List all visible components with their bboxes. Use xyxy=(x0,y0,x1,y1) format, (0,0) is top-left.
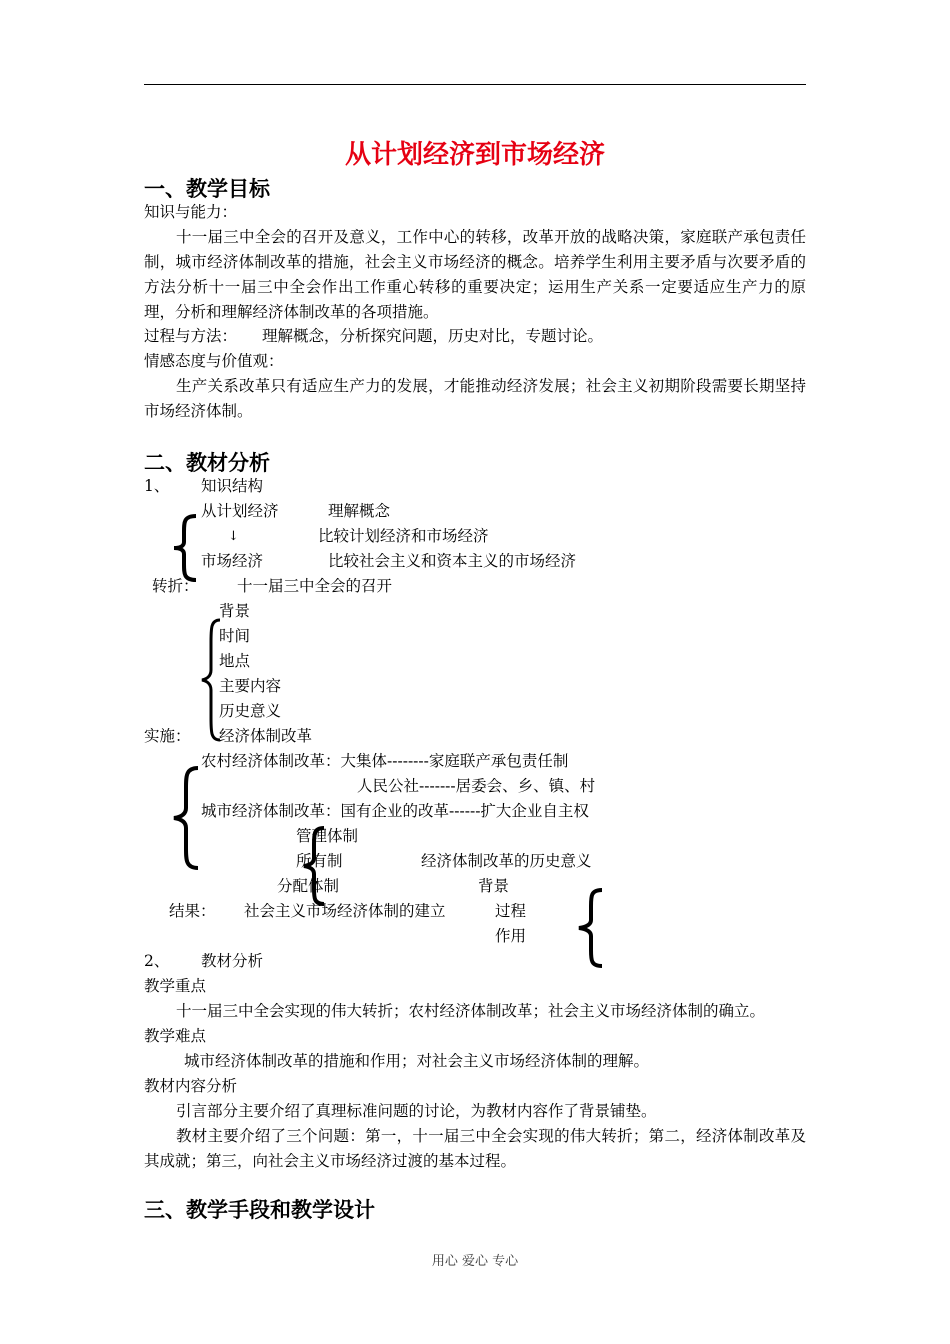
section-heading-design: 三、教学手段和教学设计 xyxy=(144,1198,375,1222)
ks-turn-item: 地点 xyxy=(219,652,251,670)
brace-icon xyxy=(170,514,200,582)
page-title: 从计划经济到市场经济 xyxy=(344,140,605,170)
key-points-text: 十一届三中全会实现的伟大转折；农村经济体制改革；社会主义市场经济体制的确立。 xyxy=(176,1002,766,1020)
knowledge-text: 十一届三中全会的召开及意义，工作中心的转移，改革开放的战略决策，家庭联产承包责任制，城市经济体制改革的措施，社会主义市场经济的概念。培养学生利用主要矛盾与次要矛盾的方法分析十一届三中全会作出工作重心转移的重要决定；运用生产关系一定要适应生产力的原理，分析和理解经济体制改革的各项措施。 xyxy=(144,228,806,321)
ks-compare1: 比较计划经济和市场经济 xyxy=(318,527,489,545)
ks-urban: 城市经济体制改革：国有企业的改革------扩大企业自主权 xyxy=(201,802,589,820)
ks-turn-item: 历史意义 xyxy=(219,702,282,720)
ks-understand: 理解概念 xyxy=(328,502,391,520)
ks-market: 市场经济 xyxy=(201,552,264,570)
key-points-label: 教学重点 xyxy=(144,977,207,995)
ks-result-text: 社会主义市场经济体制的建立 xyxy=(244,902,446,920)
item2-label: 教材分析 xyxy=(201,952,264,970)
ks-distribution: 分配体制 xyxy=(277,877,340,895)
ks-ownership: 所有制 xyxy=(296,852,343,870)
header-rule xyxy=(144,84,806,85)
brace-icon xyxy=(300,826,328,906)
section-heading-analysis: 二、教材分析 xyxy=(144,451,270,475)
ks-manage: 管理体制 xyxy=(296,827,359,845)
knowledge-label: 知识与能力： xyxy=(144,203,238,221)
ks-impl-label: 实施： xyxy=(144,727,191,745)
difficulty-text: 城市经济体制改革的措施和作用；对社会主义市场经济体制的理解。 xyxy=(184,1052,650,1070)
section-heading-goals: 一、教学目标 xyxy=(144,177,270,201)
emotion-text: 生产关系改革只有适应生产力的发展，才能推动经济发展；社会主义初期阶段需要长期坚持市场经济体制。 xyxy=(144,377,806,420)
process-label: 过程与方法： xyxy=(144,327,238,345)
ks-turn-item: 背景 xyxy=(219,602,251,620)
ks-turn-item: 主要内容 xyxy=(219,677,282,695)
content-analysis-text1: 引言部分主要介绍了真理标准问题的讨论，为教材内容作了背景铺垫。 xyxy=(176,1102,657,1120)
brace-icon xyxy=(170,766,202,870)
ks-process: 过程 xyxy=(495,902,527,920)
ks-compare2: 比较社会主义和资本主义的市场经济 xyxy=(328,552,577,570)
ks-effect: 作用 xyxy=(495,927,527,945)
ks-turn-item: 时间 xyxy=(219,627,251,645)
emotion-label: 情感态度与价值观： xyxy=(144,352,284,370)
ks-impl-text: 经济体制改革 xyxy=(219,727,313,745)
ks-rural: 农村经济体制改革：大集体--------家庭联产承包责任制 xyxy=(201,752,569,770)
difficulty-label: 教学难点 xyxy=(144,1027,207,1045)
page-footer: 用心 爱心 专心 xyxy=(431,1254,519,1269)
content-analysis-label: 教材内容分析 xyxy=(144,1077,238,1095)
ks-from-plan: 从计划经济 xyxy=(201,502,279,520)
item1-label: 知识结构 xyxy=(201,477,264,495)
ks-result-label: 结果： xyxy=(169,902,216,920)
item1-number: 1、 xyxy=(144,477,170,495)
ks-turn-text: 十一届三中全会的召开 xyxy=(237,577,393,595)
content-analysis-text2: 教材主要介绍了三个问题：第一，十一届三中全会实现的伟大转折；第二，经济体制改革及其成就；第三，向社会主义市场经济过渡的基本过程。 xyxy=(144,1127,806,1170)
ks-history-significance: 经济体制改革的历史意义 xyxy=(421,852,592,870)
brace-icon xyxy=(574,888,606,968)
ks-background: 背景 xyxy=(478,877,510,895)
item2-number: 2、 xyxy=(144,952,170,970)
ks-turn-label: 转折： xyxy=(152,577,199,595)
down-arrow-icon: ↓ xyxy=(228,529,239,544)
ks-commune: 人民公社-------居委会、乡、镇、村 xyxy=(357,777,596,795)
process-text: 理解概念，分析探究问题，历史对比，专题讨论。 xyxy=(262,327,604,345)
